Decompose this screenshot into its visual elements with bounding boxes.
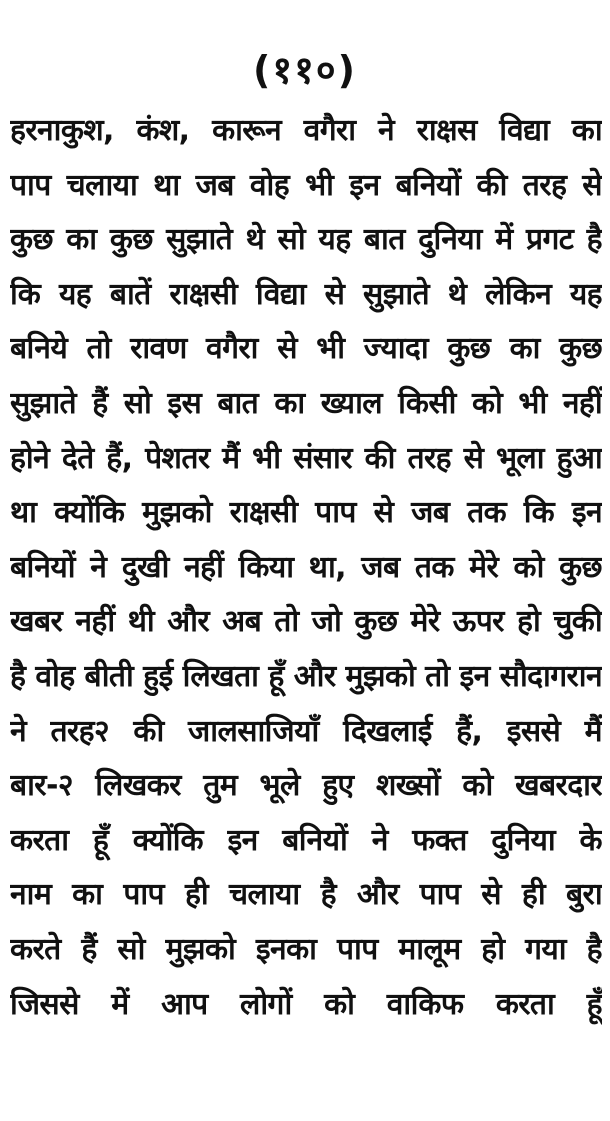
- text-line: नाम का पाप ही चलाया है और पाप से ही बुरा: [10, 877, 602, 913]
- text-line: होने देते हैं, पेशतर मैं भी संसार की तरह से भूला हुआ: [10, 440, 602, 476]
- text-line: कुछ का कुछ सुझाते थे सो यह बात दुनिया में प्रगट है: [10, 222, 602, 258]
- text-line: सुझाते हैं सो इस बात का ख्याल किसी को भी नहीं: [10, 385, 602, 421]
- text-line: बनिये तो रावण वगैरा से भी ज्यादा कुछ का कुछ: [10, 331, 602, 367]
- text-line: बनियों ने दुखी नहीं किया था, जब तक मेरे को कुछ: [10, 549, 602, 585]
- body-text: [10, 104, 602, 1032]
- text-line: ने तरह२ की जालसाजियाँ दिखलाई हैं, इससे मैं: [10, 713, 602, 749]
- page-number: (११०): [252, 48, 357, 92]
- text-line: खबर नहीं थी और अब तो जो कुछ मेरे ऊपर हो चुकी: [10, 604, 602, 640]
- text-line: बार-२ लिखकर तुम भूले हुए शख्सों को खबरदार: [10, 768, 602, 804]
- text-line: हरनाकुश, कंश, कारून वगैरा ने राक्षस विद्या का: [10, 113, 602, 148]
- text-line: है वोह बीती हुई लिखता हूँ और मुझको तो इन सौदागरान: [10, 658, 602, 694]
- text-line: करता हूँ क्योंकि इन बनियों ने फक्त दुनिया के: [10, 822, 602, 858]
- text-line: कि यह बातें राक्षसी विद्या से सुझाते थे लेकिन यह: [10, 276, 602, 312]
- text-line: पाप चलाया था जब वोह भी इन बनियों की तरह से: [10, 167, 602, 203]
- text-line: था क्योंकि मुझको राक्षसी पाप से जब तक कि इन: [10, 495, 602, 531]
- text-line: करते हैं सो मुझको इनका पाप मालूम हो गया है: [10, 931, 602, 967]
- text-line: जिससे में आप लोगों को वाकिफ करता हूँ: [10, 986, 602, 1022]
